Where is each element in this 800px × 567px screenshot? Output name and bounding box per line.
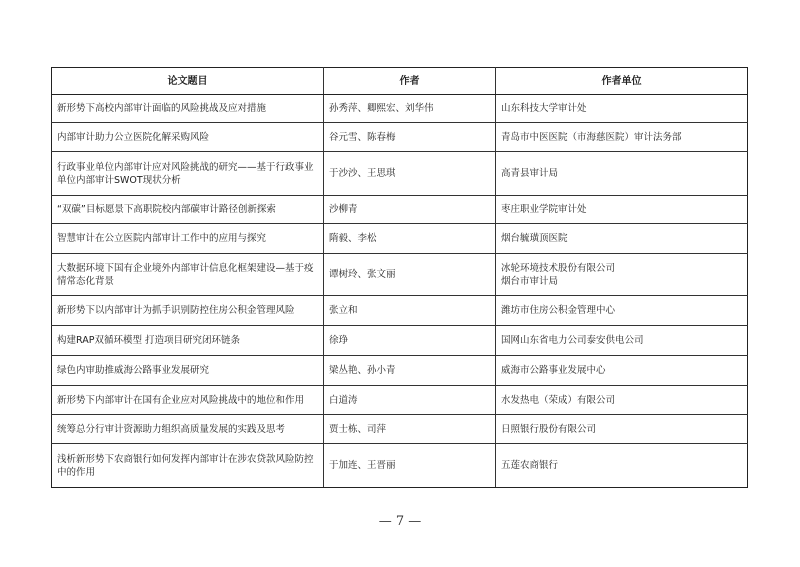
paper-title: 大数据环境下国有企业境外内部审计信息化框架建设—基于疫情常态化背景 bbox=[52, 254, 324, 296]
paper-affiliation: 威海市公路事业发展中心 bbox=[496, 356, 748, 386]
paper-authors: 隋毅、李松 bbox=[324, 224, 496, 254]
table-row bbox=[52, 95, 748, 123]
paper-authors: 徐琤 bbox=[324, 326, 496, 356]
paper-affiliation: 冰轮环境技术股份有限公司 烟台市审计局 bbox=[496, 254, 748, 296]
paper-authors: 谷元雪、陈春梅 bbox=[324, 123, 496, 152]
table-row bbox=[52, 386, 748, 415]
table-header-row bbox=[52, 68, 748, 95]
papers-table bbox=[51, 67, 748, 488]
page-number: — 7 — bbox=[378, 514, 422, 529]
paper-affiliation: 烟台毓璜顶医院 bbox=[496, 224, 748, 254]
header-affiliation: 作者单位 bbox=[496, 68, 748, 95]
paper-affiliation: 国网山东省电力公司泰安供电公司 bbox=[496, 326, 748, 356]
paper-title: 统筹总分行审计资源助力组织高质量发展的实践及思考 bbox=[52, 415, 324, 444]
table-row bbox=[52, 224, 748, 254]
table-row bbox=[52, 296, 748, 326]
table-row bbox=[52, 415, 748, 444]
paper-title: “双碳”目标愿景下高职院校内部碳审计路径创新探索 bbox=[52, 196, 324, 224]
paper-affiliation: 高青县审计局 bbox=[496, 152, 748, 196]
table-row bbox=[52, 152, 748, 196]
header-title: 论文题目 bbox=[52, 68, 324, 95]
paper-affiliation: 五莲农商银行 bbox=[496, 444, 748, 488]
paper-affiliation: 枣庄职业学院审计处 bbox=[496, 196, 748, 224]
paper-title: 构建RAP双循环模型 打造项目研究闭环链条 bbox=[52, 326, 324, 356]
table-row bbox=[52, 254, 748, 296]
table-row bbox=[52, 356, 748, 386]
paper-authors: 于沙沙、王思琪 bbox=[324, 152, 496, 196]
paper-title: 新形势下以内部审计为抓手识别防控住房公积金管理风险 bbox=[52, 296, 324, 326]
paper-title: 绿色内审助推威海公路事业发展研究 bbox=[52, 356, 324, 386]
table-row bbox=[52, 444, 748, 488]
paper-authors: 孙秀萍、卿熙宏、刘华伟 bbox=[324, 95, 496, 123]
paper-authors: 张立和 bbox=[324, 296, 496, 326]
paper-title: 浅析新形势下农商银行如何发挥内部审计在涉农贷款风险防控中的作用 bbox=[52, 444, 324, 488]
paper-authors: 沙柳青 bbox=[324, 196, 496, 224]
paper-affiliation: 青岛市中医医院（市海慈医院）审计法务部 bbox=[496, 123, 748, 152]
paper-title: 行政事业单位内部审计应对风险挑战的研究——基于行政事业单位内部审计SWOT现状分析 bbox=[52, 152, 324, 196]
paper-title: 新形势下高校内部审计面临的风险挑战及应对措施 bbox=[52, 95, 324, 123]
paper-title: 新形势下内部审计在国有企业应对风险挑战中的地位和作用 bbox=[52, 386, 324, 415]
paper-affiliation: 日照银行股份有限公司 bbox=[496, 415, 748, 444]
table-row bbox=[52, 326, 748, 356]
paper-affiliation: 水发热电（荣成）有限公司 bbox=[496, 386, 748, 415]
paper-authors: 白道涛 bbox=[324, 386, 496, 415]
paper-affiliation: 潍坊市住房公积金管理中心 bbox=[496, 296, 748, 326]
table-row bbox=[52, 196, 748, 224]
paper-authors: 梁丛艳、孙小青 bbox=[324, 356, 496, 386]
paper-authors: 谭树玲、张文丽 bbox=[324, 254, 496, 296]
header-authors: 作者 bbox=[324, 68, 496, 95]
paper-affiliation: 山东科技大学审计处 bbox=[496, 95, 748, 123]
table-row bbox=[52, 123, 748, 152]
paper-title: 智慧审计在公立医院内部审计工作中的应用与探究 bbox=[52, 224, 324, 254]
paper-authors: 于加连、王晋丽 bbox=[324, 444, 496, 488]
paper-title: 内部审计助力公立医院化解采购风险 bbox=[52, 123, 324, 152]
paper-authors: 贾士栋、司萍 bbox=[324, 415, 496, 444]
